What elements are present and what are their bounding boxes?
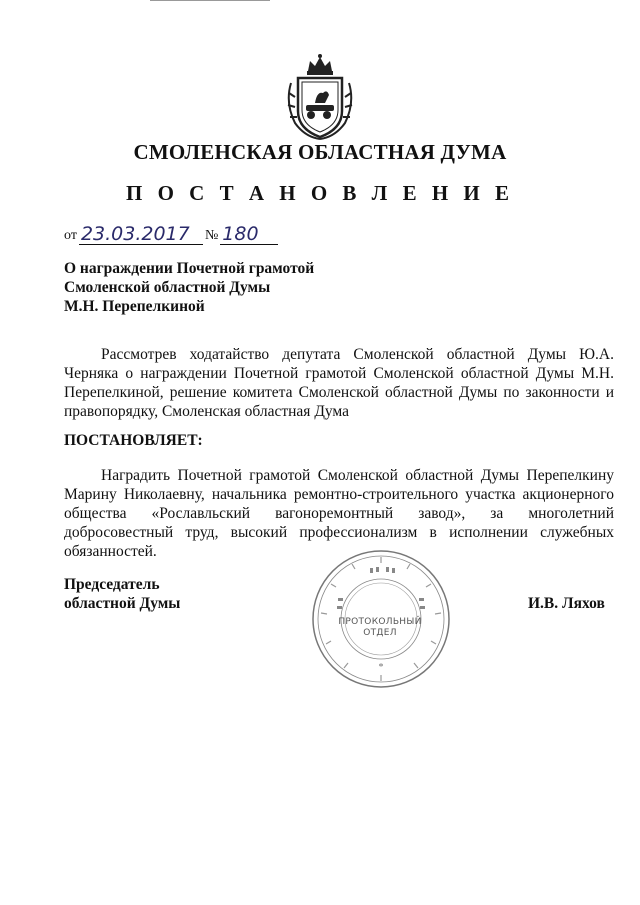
date-number-line bbox=[64, 224, 278, 245]
document-type-heading: П О С Т А Н О В Л Е Н И Е bbox=[125, 181, 514, 205]
smolensk-coat-of-arms-icon bbox=[283, 53, 357, 141]
organization-title: СМОЛЕНСКАЯ ОБЛАСТНАЯ ДУМА bbox=[133, 140, 507, 164]
decision-paragraph: Наградить Почетной грамотой Смоленской областной Думы Перепелкину Марину Николаевну, начальника ремонтно-строительного участка акционерного общества «Рославльский вагоноремонтный завод», за многолетний добросовестный труд, высокий профессионализм в исполнении служебных обязанностей. bbox=[64, 467, 614, 560]
signer-name: И.В. Ляхов bbox=[528, 595, 605, 612]
signer-title bbox=[64, 575, 180, 613]
subject-line: М.Н. Перепелкиной bbox=[64, 298, 205, 315]
stamp-line: ПРОТОКОЛЬНЫЙ bbox=[338, 617, 422, 627]
stamp-line: ОТДЕЛ bbox=[363, 628, 397, 638]
decree-heading: ПОСТАНОВЛЯЕТ: bbox=[64, 432, 203, 449]
preamble-paragraph: Рассмотрев ходатайство депутата Смоленской областной Думы Ю.А. Черняка о награждении Почетной грамотой Смоленской областной Думы М.Н. Перепелкиной, решение комитета Смоленской областной Думы по законности и правопорядку, Смоленская областная Дума bbox=[64, 346, 614, 420]
subject-line: О награждении Почетной грамотой bbox=[64, 260, 315, 277]
signer-title-line: областной Думы bbox=[64, 595, 181, 612]
signer-title-line: Председатель bbox=[64, 576, 160, 593]
number-prefix: № bbox=[204, 228, 219, 243]
stamp-center-text bbox=[332, 617, 428, 639]
scan-artifact-line bbox=[150, 0, 270, 1]
date-prefix: от bbox=[64, 228, 77, 243]
svg-text:*: * bbox=[378, 662, 384, 673]
subject-line: Смоленской областной Думы bbox=[64, 279, 271, 296]
handwritten-date: 23.03.2017 bbox=[79, 224, 203, 245]
handwritten-number: 180 bbox=[220, 224, 278, 245]
document-subject bbox=[64, 259, 364, 316]
